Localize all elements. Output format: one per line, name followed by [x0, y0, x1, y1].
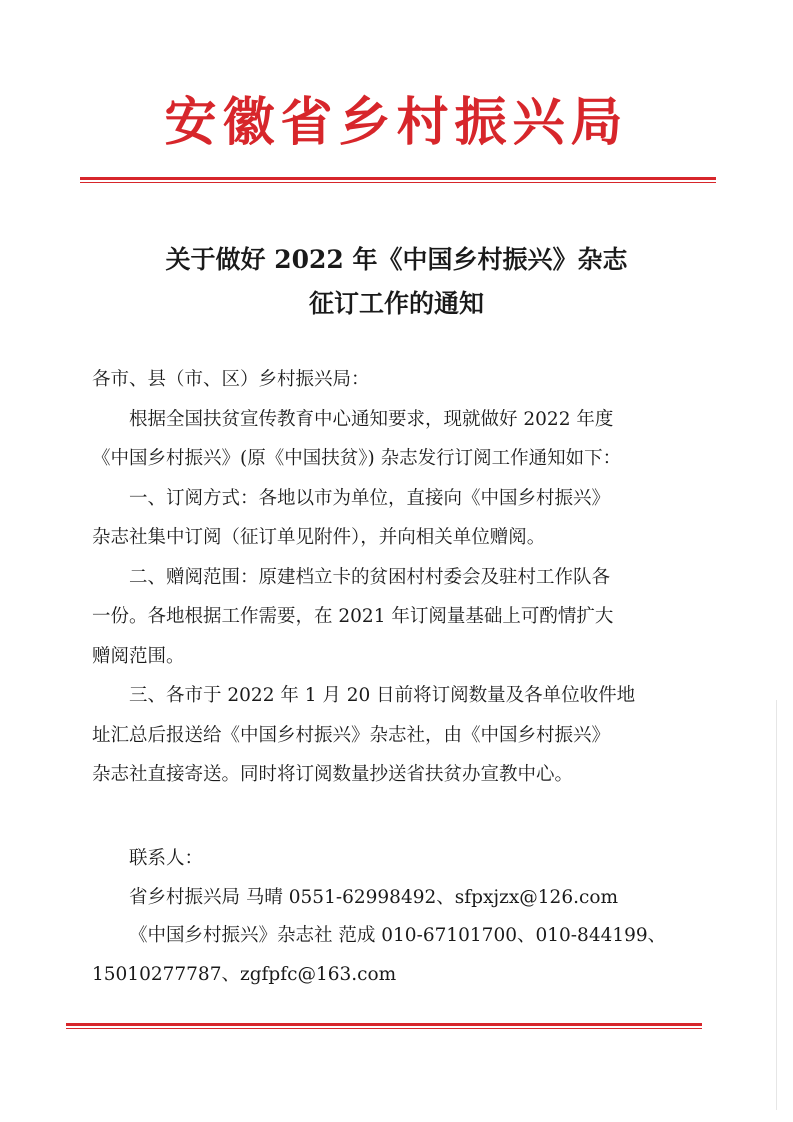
- contact-line: 《中国乡村振兴》杂志社 范成 010-67101700、010-844199、: [129, 925, 667, 946]
- contacts-section: [92, 840, 712, 994]
- contact-line: 省乡村振兴局 马晴 0551-62998492、sfpxjzx@126.com: [129, 886, 619, 908]
- salutation: 各市、县（市、区）乡村振兴局：: [92, 369, 370, 390]
- body-line: 三、各市于 2022 年 1 月 20 日前将订阅数量及各单位收件地: [129, 685, 636, 706]
- body-line: 赠阅范围。: [92, 645, 185, 667]
- body-line: 二、赠阅范围：原建档立卡的贫困村村委会及驻村工作队各: [129, 566, 611, 588]
- title-line-1: 关于做好 2022 年《中国乡村振兴》杂志: [165, 245, 628, 274]
- body-line: 《中国乡村振兴》(原《中国扶贫》) 杂志发行订阅工作通知如下：: [92, 448, 622, 469]
- body-line: 杂志社集中订阅（征订单见附件），并向相关单位赠阅。: [92, 527, 546, 548]
- title-line-2: 征订工作的通知: [308, 289, 484, 318]
- document-title: [0, 238, 793, 326]
- scan-edge-line: [776, 700, 777, 1110]
- notice-body: [92, 360, 712, 795]
- body-line: 根据全国扶贫宣传教育中心通知要求，现就做好 2022 年度: [129, 408, 614, 430]
- contact-line: 15010277787、zgfpfc@163.com: [92, 963, 397, 985]
- body-line: 杂志社直接寄送。同时将订阅数量抄送省扶贫办宣教中心。: [92, 764, 574, 785]
- contacts-label: 联系人：: [129, 848, 204, 869]
- body-line: 一份。各地根据工作需要，在 2021 年订阅量基础上可酌情扩大: [92, 606, 614, 627]
- body-line: 址汇总后报送给《中国乡村振兴》杂志社，由《中国乡村振兴》: [92, 724, 611, 746]
- organization-header: 安徽省乡村振兴局: [164, 92, 629, 153]
- header-divider: [80, 177, 716, 183]
- footer-divider: [66, 1023, 702, 1029]
- body-line: 一、订阅方式：各地以市为单位，直接向《中国乡村振兴》: [129, 487, 611, 509]
